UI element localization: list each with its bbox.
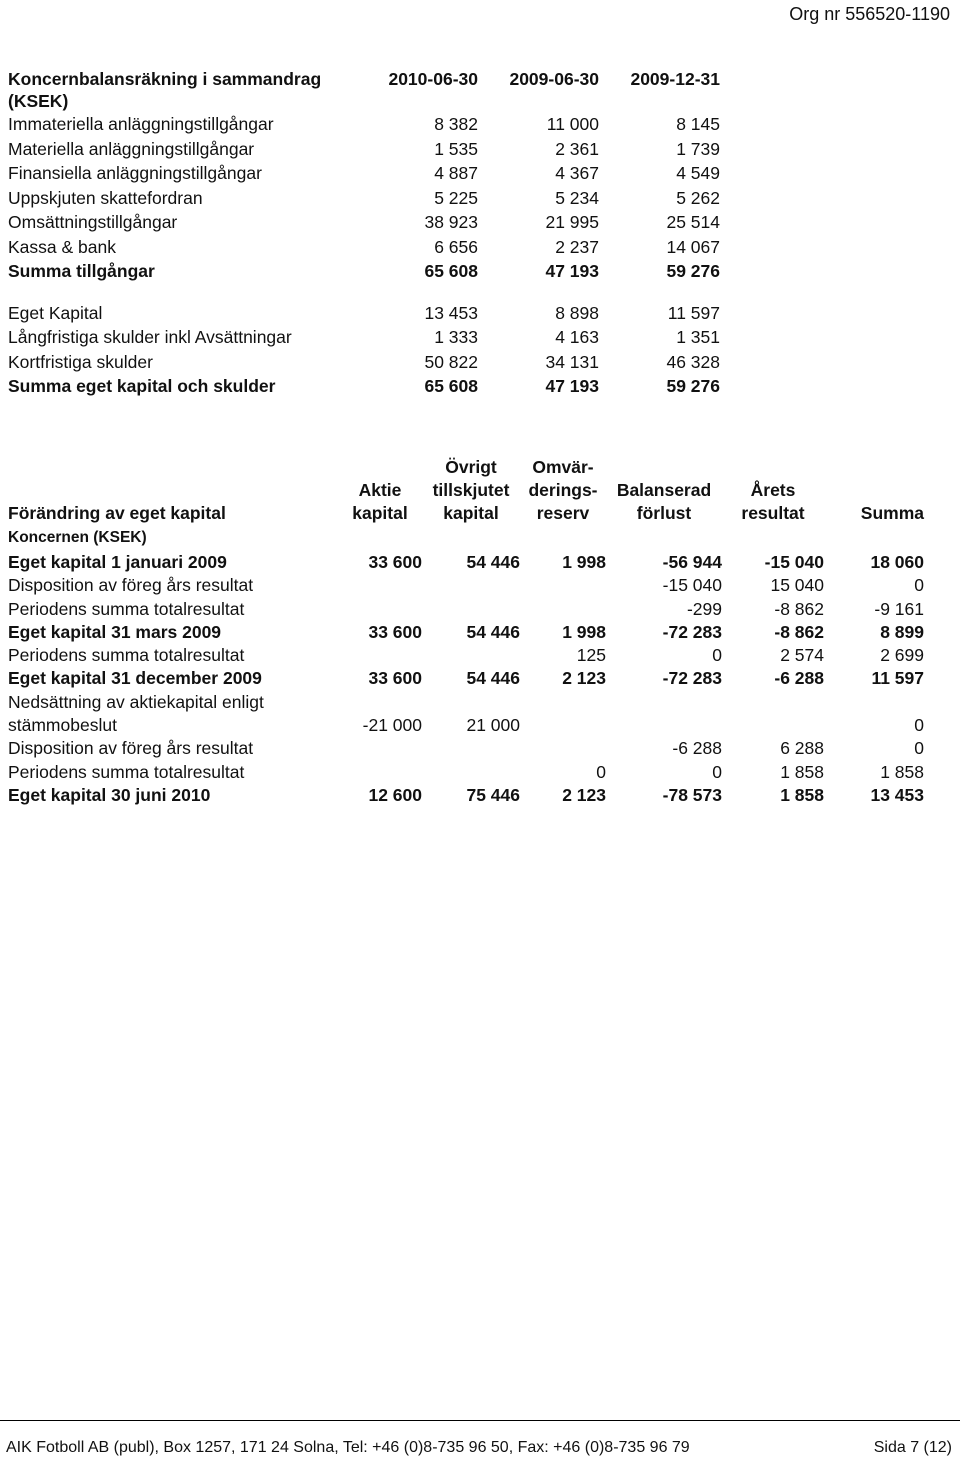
cell-value: 2 237 — [555, 236, 599, 257]
cell-value — [338, 737, 422, 760]
cell-value: -6 288 — [672, 738, 722, 759]
table-row — [8, 161, 720, 186]
column-header: 2009-12-31 — [630, 69, 720, 89]
cell-value: 11 000 — [546, 114, 599, 134]
cell-value: 4 549 — [676, 163, 720, 183]
row-label: Eget kapital 31 december 2009 — [8, 668, 262, 689]
cell-value — [520, 598, 606, 621]
cell-value: 21 000 — [466, 715, 520, 736]
balance-sheet-table — [8, 68, 720, 399]
cell-value — [520, 714, 606, 737]
cell-value — [338, 598, 422, 621]
total-row — [8, 259, 720, 284]
cell-value: 2 123 — [562, 668, 606, 689]
table-row — [8, 137, 720, 162]
cell-value: 0 — [914, 575, 924, 596]
cell-value: 47 193 — [545, 376, 599, 396]
cell-value: 5 225 — [434, 187, 478, 208]
cell-value: 13 453 — [424, 302, 478, 323]
cell-value: 2 699 — [880, 645, 924, 666]
cell-value: 4 163 — [555, 327, 599, 347]
cell-value: -72 283 — [662, 668, 722, 689]
table-row — [8, 574, 924, 597]
cell-value — [338, 761, 422, 784]
cell-value: 6 288 — [780, 738, 824, 759]
cell-value: 65 608 — [424, 376, 478, 396]
cell-value: 0 — [914, 715, 924, 736]
row-label: Summa tillgångar — [8, 261, 155, 281]
subheader-row — [8, 525, 924, 551]
cell-value: 6 656 — [434, 236, 478, 257]
cell-value — [722, 691, 824, 714]
cell-value: 0 — [712, 761, 722, 782]
table-row — [8, 551, 924, 574]
column-header: 2009-06-30 — [509, 69, 599, 89]
column-header: Aktie kapital — [352, 480, 408, 523]
cell-value: -21 000 — [362, 715, 422, 736]
cell-value: 8 899 — [880, 621, 924, 642]
cell-value: -6 288 — [774, 668, 824, 689]
table-row — [8, 112, 720, 137]
row-label: Disposition av föreg års resultat — [8, 738, 254, 759]
cell-value: 25 514 — [666, 212, 720, 232]
cell-value — [520, 574, 606, 597]
cell-value: 1 858 — [780, 784, 824, 805]
cell-value: -15 040 — [764, 552, 824, 572]
row-label: Eget kapital 31 mars 2009 — [8, 621, 222, 642]
cell-value: 33 600 — [368, 621, 422, 642]
cell-value — [422, 574, 520, 597]
row-label: Disposition av föreg års resultat — [8, 575, 254, 596]
cell-value: 50 822 — [424, 351, 478, 372]
row-label: stämmobeslut — [8, 715, 117, 736]
cell-value: 15 040 — [770, 575, 824, 596]
cell-value — [422, 644, 520, 667]
cell-value: 5 234 — [555, 187, 599, 208]
table-row — [8, 737, 924, 760]
column-header: Balanserad förlust — [616, 480, 712, 523]
cell-value: -9 161 — [874, 598, 924, 619]
table-row — [8, 621, 924, 644]
table-row — [8, 186, 720, 211]
cell-value: 4 887 — [434, 163, 478, 183]
cell-value: 13 453 — [870, 784, 924, 805]
table-row — [8, 714, 924, 737]
cell-value: 18 060 — [870, 552, 924, 572]
row-label: Eget Kapital — [8, 302, 103, 323]
cell-value: 1 333 — [434, 327, 478, 347]
row-label: Periodens summa totalresultat — [8, 598, 245, 619]
cell-value: -299 — [686, 598, 722, 619]
cell-value — [520, 737, 606, 760]
page-footer — [0, 1420, 960, 1456]
balance-title: Koncernbalansräkning i sammandrag (KSEK) — [8, 69, 322, 111]
table-row — [8, 301, 720, 326]
table-row — [8, 598, 924, 621]
org-number: Org nr 556520-1190 — [789, 4, 950, 24]
row-label: Immateriella anläggningstillgångar — [8, 114, 274, 134]
row-label: Periodens summa totalresultat — [8, 645, 245, 666]
cell-value: 34 131 — [545, 351, 599, 372]
cell-value: 1 858 — [880, 761, 924, 782]
table-row — [8, 325, 720, 350]
cell-value: 0 — [914, 738, 924, 759]
cell-value: 4 367 — [555, 163, 599, 183]
cell-value: 1 351 — [676, 327, 720, 347]
cell-value: 0 — [596, 761, 606, 782]
cell-value — [422, 737, 520, 760]
row-label: Summa eget kapital och skulder — [8, 376, 276, 396]
cell-value: 5 262 — [676, 187, 720, 208]
cell-value: 54 446 — [466, 552, 520, 572]
cell-value: 1 739 — [676, 138, 720, 159]
cell-value: 0 — [712, 645, 722, 666]
cell-value: -72 283 — [662, 621, 722, 642]
column-header: Summa — [860, 503, 924, 523]
cell-value: -15 040 — [662, 575, 722, 596]
row-label: Eget kapital 1 januari 2009 — [8, 552, 227, 572]
cell-value: 38 923 — [424, 212, 478, 232]
cell-value: 2 123 — [562, 784, 606, 805]
table-row — [8, 761, 924, 784]
cell-value: 54 446 — [466, 668, 520, 689]
cell-value: 1 998 — [562, 552, 606, 572]
cell-value — [606, 691, 722, 714]
cell-value: 75 446 — [466, 784, 520, 805]
row-label: Eget kapital 30 juni 2010 — [8, 784, 211, 805]
cell-value — [422, 761, 520, 784]
subheader-label: Koncernen (KSEK) — [8, 529, 147, 547]
table-row — [8, 210, 720, 235]
cell-value: 2 574 — [780, 645, 824, 666]
cell-value: -8 862 — [774, 621, 824, 642]
cell-value — [722, 714, 824, 737]
equity-change-table — [8, 453, 924, 807]
cell-value: 8 382 — [434, 114, 478, 134]
column-header: Övrigt tillskjutet kapital — [432, 457, 510, 523]
cell-value: 33 600 — [368, 552, 422, 572]
table-row — [8, 235, 720, 260]
cell-value: 59 276 — [666, 376, 720, 396]
equity-title: Förändring av eget kapital — [8, 503, 226, 523]
row-label: Omsättningstillgångar — [8, 212, 178, 232]
cell-value — [422, 598, 520, 621]
cell-value: 2 361 — [555, 138, 599, 159]
cell-value: 1 858 — [780, 761, 824, 782]
cell-value — [338, 574, 422, 597]
column-header: 2010-06-30 — [388, 69, 478, 89]
cell-value: 59 276 — [666, 261, 720, 281]
cell-value: 14 067 — [666, 236, 720, 257]
cell-value — [338, 644, 422, 667]
cell-value: 21 995 — [545, 212, 599, 232]
cell-value — [606, 714, 722, 737]
cell-value: 125 — [576, 645, 606, 666]
row-label: Nedsättning av aktiekapital enligt — [8, 691, 264, 712]
row-label: Periodens summa totalresultat — [8, 761, 245, 782]
row-label: Långfristiga skulder inkl Avsättningar — [8, 327, 292, 347]
cell-value: 54 446 — [466, 621, 520, 642]
cell-value: 8 898 — [555, 302, 599, 323]
cell-value: 11 597 — [871, 668, 924, 689]
cell-value — [422, 691, 520, 714]
cell-value — [520, 691, 606, 714]
table-row — [8, 667, 924, 690]
balance-header-row — [8, 68, 720, 112]
equity-header-row — [8, 453, 924, 525]
cell-value: 1 998 — [562, 621, 606, 642]
cell-value: -78 573 — [662, 784, 722, 805]
column-header: Årets resultat — [741, 480, 805, 523]
cell-value: -8 862 — [774, 598, 824, 619]
cell-value — [338, 691, 422, 714]
cell-value: 65 608 — [424, 261, 478, 281]
cell-value: 33 600 — [368, 668, 422, 689]
table-row — [8, 644, 924, 667]
cell-value: 47 193 — [545, 261, 599, 281]
cell-value: -56 944 — [662, 552, 722, 572]
cell-value — [824, 691, 924, 714]
cell-value: 11 597 — [667, 302, 720, 323]
table-row — [8, 784, 924, 807]
table-row — [8, 691, 924, 714]
footer-address: AIK Fotboll AB (publ), Box 1257, 171 24 Solna, Tel: +46 (0)8-735 96 50, Fax: +46 (0)8-735 96 79 — [6, 1439, 690, 1456]
row-label: Kassa & bank — [8, 236, 116, 257]
column-header: Omvär- derings- reserv — [528, 457, 598, 523]
page-number: Sida 7 (12) — [873, 1439, 952, 1456]
row-label: Finansiella anläggningstillgångar — [8, 163, 262, 183]
row-label: Materiella anläggningstillgångar — [8, 138, 255, 159]
cell-value: 1 535 — [434, 138, 478, 159]
table-row — [8, 350, 720, 375]
row-label: Uppskjuten skattefordran — [8, 187, 203, 208]
cell-value: 12 600 — [368, 784, 422, 805]
total-row — [8, 374, 720, 399]
spacer-row — [8, 284, 720, 301]
row-label: Kortfristiga skulder — [8, 351, 153, 372]
cell-value: 8 145 — [676, 114, 720, 134]
cell-value: 46 328 — [666, 351, 720, 372]
